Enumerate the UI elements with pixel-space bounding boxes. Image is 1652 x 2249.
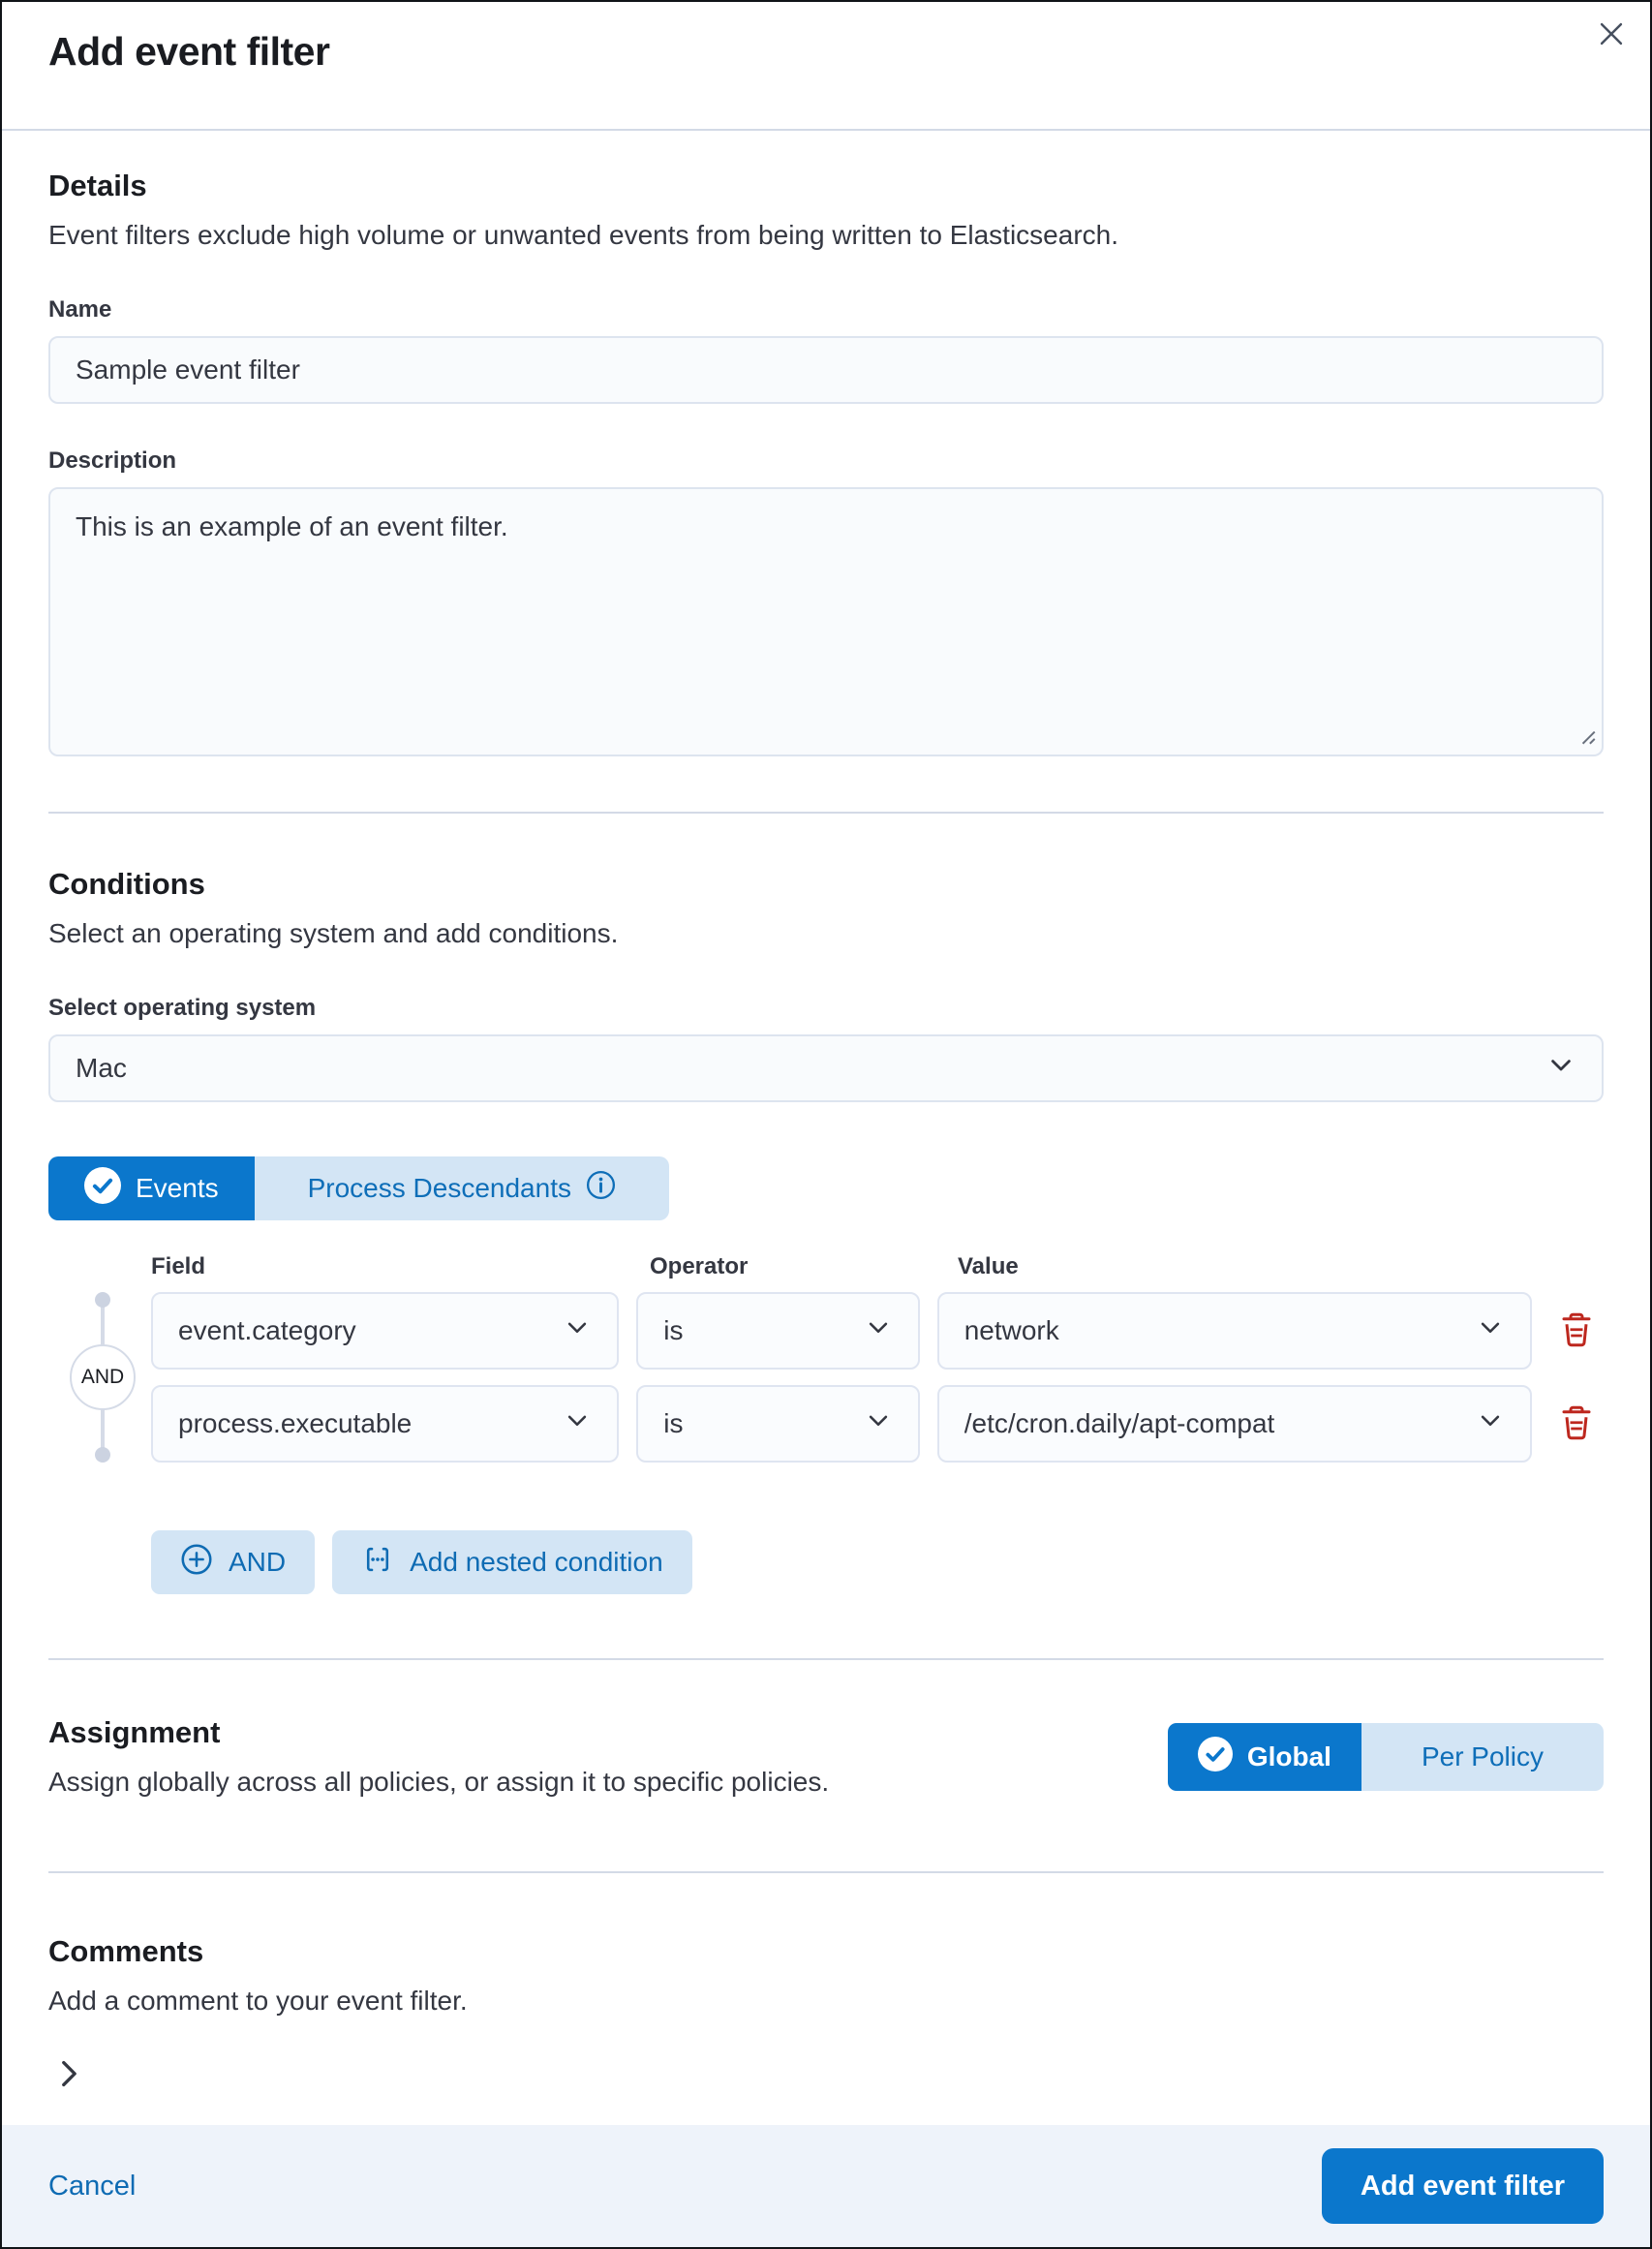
toggle-per-policy[interactable] — [1361, 1723, 1604, 1791]
chevron-down-icon — [864, 1406, 893, 1442]
chevron-down-icon — [864, 1313, 893, 1349]
add-and-condition-button[interactable] — [151, 1530, 315, 1594]
toggle-per-policy-label: Per Policy — [1421, 1741, 1544, 1771]
close-button[interactable] — [1584, 8, 1638, 62]
name-input[interactable] — [48, 336, 1604, 404]
details-section — [48, 168, 1604, 761]
comments-heading: Comments — [48, 1934, 204, 1968]
field-select-value: event.category — [178, 1315, 356, 1345]
operator-select-value: is — [663, 1408, 684, 1438]
assignment-subtext: Assign globally across all policies, or assign it to specific policies. — [48, 1767, 830, 1797]
toggle-global-label: Global — [1246, 1741, 1331, 1771]
close-icon — [1594, 16, 1629, 54]
condition-row — [151, 1385, 1604, 1463]
field-select-value: process.executable — [178, 1408, 413, 1438]
description-textarea[interactable] — [48, 487, 1604, 756]
chevron-down-icon — [1545, 1050, 1576, 1088]
os-label: Select operating system — [48, 995, 317, 1021]
comments-expand-button[interactable] — [50, 2053, 93, 2096]
add-nested-condition-button[interactable] — [332, 1530, 692, 1594]
value-column-header: Value — [958, 1253, 1019, 1279]
info-icon — [586, 1170, 616, 1207]
condition-actions — [48, 1530, 1604, 1594]
os-select-value: Mac — [76, 1053, 127, 1083]
check-circle-icon — [84, 1167, 121, 1211]
conditions-heading: Conditions — [48, 867, 205, 901]
page-title: Add event filter — [48, 29, 330, 74]
chevron-right-icon — [50, 2055, 87, 2095]
plus-circle-icon — [180, 1543, 213, 1583]
tab-process-descendants-label: Process Descendants — [307, 1173, 571, 1203]
details-heading: Details — [48, 169, 147, 202]
value-select[interactable] — [937, 1292, 1532, 1370]
connector-dot — [95, 1292, 110, 1308]
and-connector — [72, 1292, 134, 1463]
assignment-toggle — [1168, 1723, 1604, 1791]
description-textarea-wrap — [48, 487, 1604, 761]
condition-column-headers — [151, 1253, 1604, 1280]
comments-section — [48, 1933, 1604, 2096]
os-select[interactable] — [48, 1034, 1604, 1102]
details-description: Event filters exclude high volume or unwanted events from being written to Elasticsearch. — [48, 220, 1119, 250]
divider — [48, 1871, 1604, 1873]
operator-column-header: Operator — [650, 1253, 749, 1279]
field-column-header: Field — [151, 1253, 206, 1279]
value-select-value: /etc/cron.daily/apt-compat — [964, 1408, 1275, 1438]
operator-select[interactable] — [636, 1385, 919, 1463]
trash-icon — [1557, 1310, 1596, 1352]
and-connector-badge: AND — [70, 1344, 136, 1410]
chevron-down-icon — [1476, 1313, 1505, 1349]
condition-row — [151, 1292, 1604, 1370]
chevron-down-icon — [563, 1313, 592, 1349]
connector-dot — [95, 1447, 110, 1463]
description-label: Description — [48, 447, 177, 474]
modal-body — [2, 168, 1650, 2096]
chevron-down-icon — [563, 1406, 592, 1442]
tab-process-descendants[interactable] — [255, 1156, 669, 1220]
field-select[interactable] — [151, 1292, 619, 1370]
tab-events[interactable] — [48, 1156, 255, 1220]
divider — [48, 1658, 1604, 1660]
condition-type-tabs — [48, 1156, 669, 1220]
name-label: Name — [48, 296, 112, 323]
condition-builder — [48, 1253, 1604, 1463]
conditions-section — [48, 866, 1604, 1594]
nested-button-label: Add nested condition — [410, 1547, 663, 1577]
check-circle-icon — [1198, 1737, 1233, 1778]
operator-select-value: is — [663, 1315, 684, 1345]
divider — [48, 812, 1604, 814]
assignment-section — [48, 1714, 1604, 1800]
value-select[interactable] — [937, 1385, 1532, 1463]
modal-footer — [2, 2125, 1650, 2247]
condition-rows — [80, 1292, 1604, 1463]
modal-header — [2, 2, 1650, 131]
delete-condition-button[interactable] — [1549, 1385, 1604, 1463]
cancel-button[interactable]: Cancel — [48, 2170, 137, 2202]
tab-events-label: Events — [136, 1173, 219, 1203]
assignment-text — [48, 1714, 829, 1800]
toggle-global[interactable] — [1168, 1723, 1361, 1791]
chevron-down-icon — [1476, 1406, 1505, 1442]
add-event-filter-button[interactable]: Add event filter — [1322, 2148, 1604, 2224]
assignment-heading: Assignment — [48, 1715, 221, 1749]
delete-condition-button[interactable] — [1549, 1292, 1604, 1370]
value-select-value: network — [964, 1315, 1059, 1345]
field-select[interactable] — [151, 1385, 619, 1463]
and-button-label: AND — [229, 1547, 287, 1577]
nested-icon — [361, 1543, 394, 1583]
operator-select[interactable] — [636, 1292, 919, 1370]
conditions-subtext: Select an operating system and add conditions. — [48, 918, 619, 948]
trash-icon — [1557, 1403, 1596, 1445]
comments-subtext: Add a comment to your event filter. — [48, 1986, 468, 2016]
